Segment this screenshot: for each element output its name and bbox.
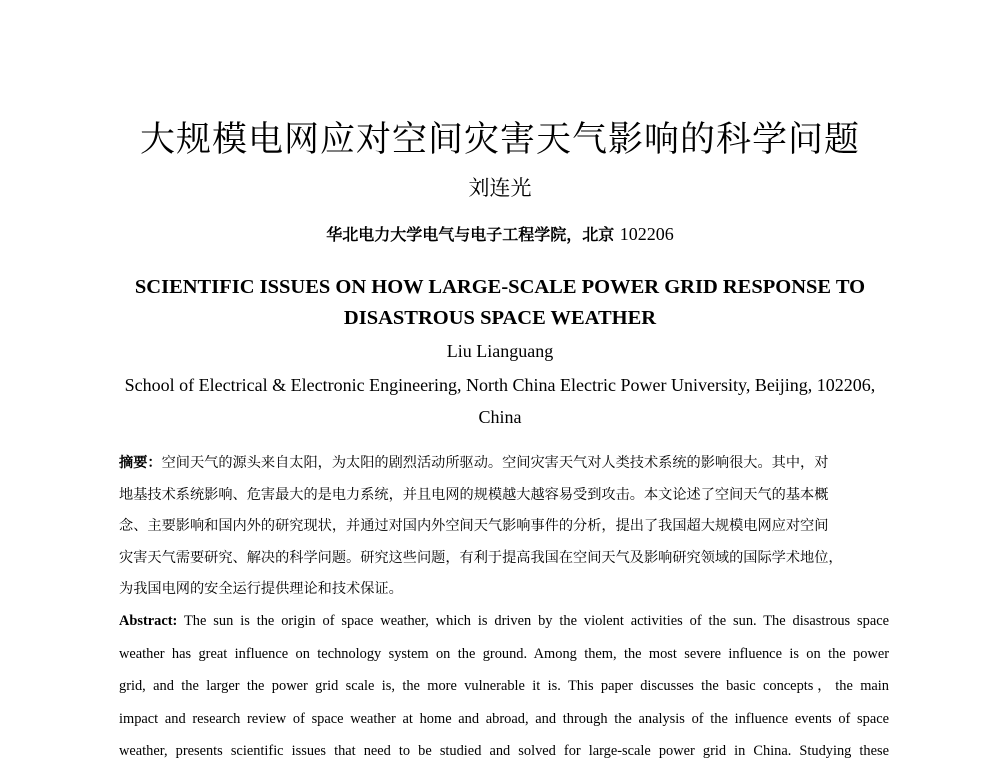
chinese-affiliation [0,222,1000,245]
english-title-line-1: SCIENTIFIC ISSUES ON HOW LARGE-SCALE POWER GRID RESPONSE TO [134,276,866,298]
chinese-abstract-line: 灾害天气需要研究、解决的科学问题。研究这些问题，有利于提高我国在空间天气及影响研究领域的国际学术地位， [119,549,843,566]
chinese-abstract-line: 为我国电网的安全运行提供理论和技术保证。 [119,581,403,597]
english-abstract-line: impact and research review of space weather at home and abroad, and through the analysis of the influence events of space [119,710,889,727]
chinese-abstract-line: 念、主要影响和国内外的研究现状，并通过对国内外空间天气影响事件的分析，提出了我国超大规模电网应对空间 [119,518,829,534]
chinese-author: 刘连光 [468,176,532,200]
english-abstract-line: weather has great influence on technology system on the ground. Among them, the most severe influence is on the power [119,645,889,662]
chinese-abstract-line [119,448,889,480]
english-affiliation-line-1: School of Electrical & Electronic Engineering, North China Electric Power University, Beijing, 102206, [124,375,876,395]
english-abstract-text: The sun is the origin of space weather, which is driven by the violent activities of the sun. The disastrous space [184,613,889,629]
english-abstract-line [119,605,889,638]
english-affiliation [110,369,890,433]
postcode: 102206 [619,224,674,244]
chinese-abstract-text: 空间天气的源头来自太阳，为太阳的剧烈活动所驱动。空间灾害天气对人类技术系统的影响很大。其中，对 [161,455,829,471]
english-abstract-line: weather, presents scientific issues that need to be studied and solved for large-scale power grid in China. Studying these [119,743,889,759]
chinese-abstract-line: 地基技术系统影响、危害最大的是电力系统，并且电网的规模越大越容易受到攻击。本文论述了空间天气的基本概 [119,486,829,503]
chinese-abstract [119,448,889,606]
english-title [100,272,900,334]
chinese-abstract-label: 摘要： [119,455,162,471]
english-title-line-2: DISASTROUS SPACE WEATHER [343,307,657,329]
english-abstract-line: grid, and the larger the power grid scale is, the more vulnerable it is. This paper discusses the basic concepts，the main [119,678,889,694]
english-abstract-label: Abstract: [119,613,178,629]
chinese-title: 大规模电网应对空间灾害天气影响的科学问题 [139,120,860,160]
chinese-affiliation-text: 华北电力大学电气与电子工程学院，北京 [326,225,615,244]
english-author: Liu Lianguang [446,341,554,361]
english-abstract [119,605,889,768]
english-affiliation-line-2: China [478,407,522,427]
